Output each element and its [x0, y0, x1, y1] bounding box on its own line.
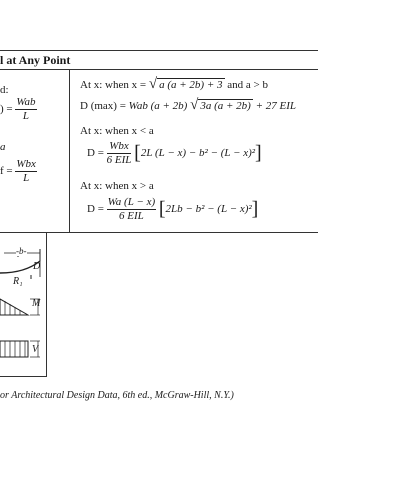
left-fraction-2 — [15, 158, 37, 185]
bracket-right: ] — [255, 142, 262, 164]
condition-3: At x: when x > a — [80, 180, 154, 192]
dmax-expr: Wab (a + 2b) — [128, 100, 188, 112]
dmax-tail: + 27 EIL — [255, 100, 296, 112]
formula-3-num: Wa (L − x) — [107, 196, 156, 208]
bracket-left-2: [ — [158, 198, 166, 220]
formula-3-lhs: D = — [87, 203, 104, 216]
condition-1-radicand: a (a + 2b) + 3 — [159, 79, 223, 91]
left-formula-1 — [0, 96, 37, 123]
table-top-rule — [0, 50, 318, 51]
left-fraction-2-num: Wbx — [16, 158, 36, 170]
condition-1 — [80, 76, 268, 93]
formula-3-fraction — [107, 196, 156, 223]
left-fraction-1 — [15, 96, 36, 123]
formula-2-den: 6 EIL — [106, 154, 132, 166]
dmax-radicand: 3a (a + 2b) — [200, 100, 251, 112]
formula-2-num: Wbx — [107, 140, 132, 154]
left-fraction-2-den: L — [23, 172, 30, 184]
moment-label: M — [32, 298, 41, 309]
formula-3-body: 2Lb − b² − (L − x)² — [165, 203, 252, 216]
dim-label: -b- — [16, 246, 27, 256]
table-title: l at Any Point — [0, 53, 71, 67]
table-header-rule — [0, 69, 318, 70]
table-bottom-rule — [0, 232, 318, 233]
bracket-left: [ — [134, 142, 141, 164]
source-caption: or Architectural Design Data, 6th ed., McGraw-Hill, N.Y.) — [0, 390, 234, 401]
left-formula-2 — [0, 158, 37, 185]
formula-2-lhs: D = — [87, 147, 104, 160]
formula-3-den: 6 EIL — [119, 210, 144, 222]
left-line-1: d: — [0, 84, 9, 96]
formula-2-fraction — [107, 140, 132, 167]
moment-diagram — [0, 299, 28, 315]
shear-diagram — [0, 341, 28, 357]
left-fraction-1-num: Wab — [16, 96, 36, 108]
deflection-label: D — [33, 261, 41, 272]
left-fraction-1-den: L — [22, 110, 30, 122]
left-formula-2-lhs: f = — [0, 165, 13, 178]
table-column-divider — [69, 70, 70, 232]
bracket-right-2: ] — [251, 198, 259, 220]
left-formula-1-lhs: ) = — [0, 103, 13, 116]
dmax-formula — [80, 97, 296, 114]
condition-2: At x: when x < a — [80, 125, 154, 137]
reaction-label: R₁ — [13, 276, 23, 287]
condition-1-prefix: At x: when x = — [80, 79, 147, 91]
left-line-3: a — [0, 141, 6, 153]
beam-diagram-box — [0, 233, 47, 377]
sqrt-symbol-2: √ — [190, 97, 199, 113]
formula-2 — [87, 140, 262, 167]
formula-2-body: 2L (L − x) − b² − (L − x)² — [140, 147, 256, 160]
condition-1-suffix: and a > b — [227, 79, 268, 91]
formula-3 — [87, 196, 258, 223]
shear-label: V — [32, 344, 39, 355]
dmax-lhs: D (max) = — [80, 100, 126, 112]
sqrt-symbol: √ — [148, 76, 158, 92]
